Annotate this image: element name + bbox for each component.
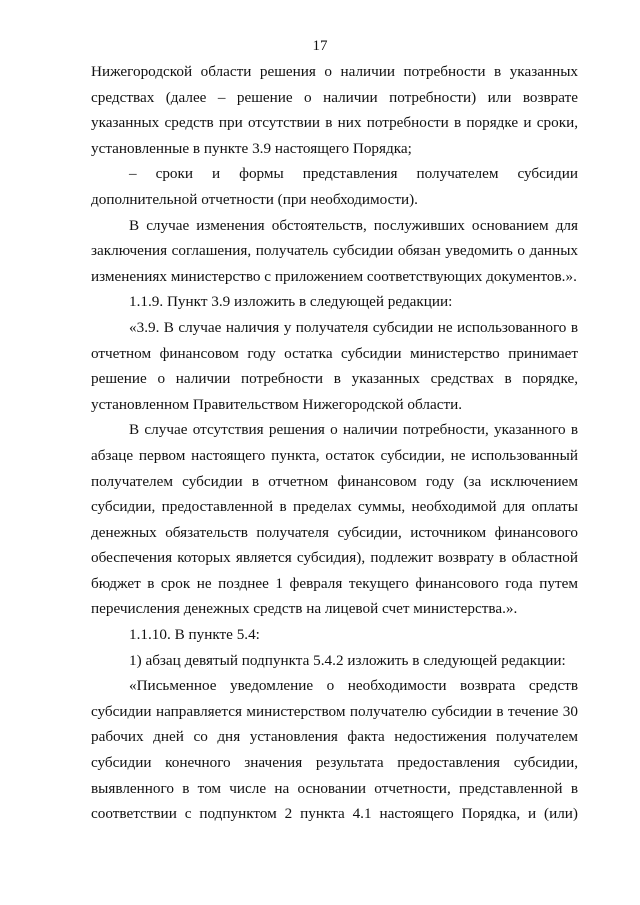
- paragraph-written-notice: «Письменное уведомление о необходимости возврата средств субсидии направляется министерством получателю субсидии в течение 30 рабочих дней со дня установления факта недостижения получателем субсидии конечного значения результата предоставления субсидии, выявленного в том числе на основании отчетности, представленной в соответствии с подпунктом 2 пункта 4.1 настоящего Порядка, и (или): [91, 677, 578, 823]
- page-number: 17: [312, 38, 328, 54]
- paragraph-circumstances-change: В случае изменения обстоятельств, послуживших основанием для заключения соглашения, получатель субсидии обязан уведомить о данных изменениях министерство с приложением соответствующих документов.».: [91, 216, 578, 285]
- paragraph-point-3-9: «3.9. В случае наличия у получателя субсидии не использованного в отчетном финансовом году остатка субсидии министерство принимает решение о наличии потребности в указанных средствах в порядке, установленном Правительством Нижегородской области.: [91, 318, 578, 413]
- paragraph-continuation: Нижегородской области решения о наличии потребности в указанных средствах (далее – решение о наличии потребности) или возврате указанных средств при отсутствии в них потребности в порядке и сроки, установленные в пункте 3.9 настоящего Порядка;: [91, 63, 578, 157]
- paragraph-reporting-terms: – сроки и формы представления получателем субсидии дополнительной отчетности (при необходимости).: [91, 165, 578, 208]
- paragraph-item-1-1-9: 1.1.9. Пункт 3.9 изложить в следующей редакции:: [129, 293, 453, 311]
- paragraph-no-need-decision: В случае отсутствия решения о наличии потребности, указанного в абзаце первом настоящего пункта, остаток субсидии, не использованный получателем субсидии в отчетном финансовом году (за исключением субсидии, предоставленной в пределах суммы, необходимой для оплаты денежных обязательств получателя субсидии, источником финансового обеспечения которых является субсидия), подлежит возврату в областной бюджет в срок не позднее 1 февраля текущего финансового года путем перечисления денежных средств на лицевой счет министерства.».: [91, 421, 578, 618]
- document-body: [91, 59, 578, 827]
- paragraph-item-1-1-10: 1.1.10. В пункте 5.4:: [129, 626, 260, 644]
- paragraph-subitem-5-4-2: 1) абзац девятый подпункта 5.4.2 изложить в следующей редакции:: [129, 651, 566, 669]
